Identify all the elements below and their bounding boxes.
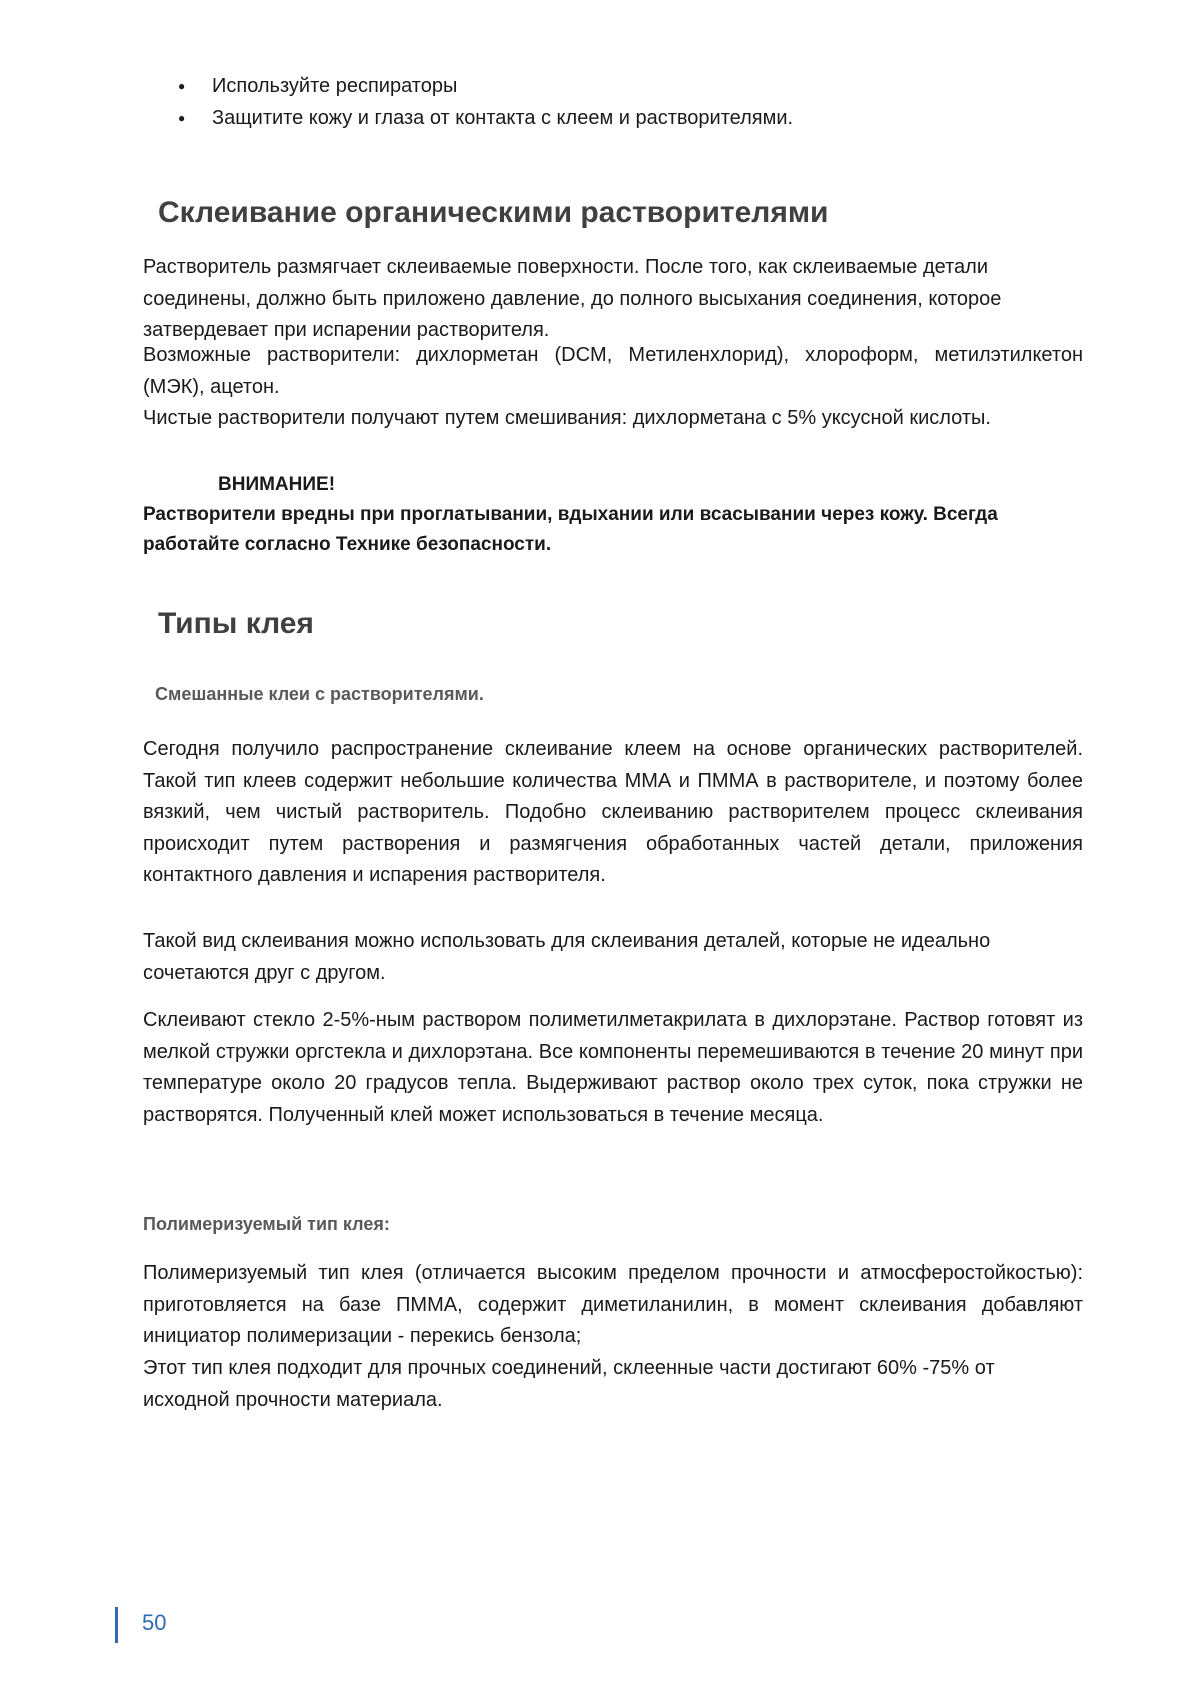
section-heading-solvent-bonding: Склеивание органическими растворителями [158,196,829,229]
bullet-list [178,70,1078,134]
page-number: 50 [142,1610,167,1635]
section-heading-adhesive-types: Типы клея [158,607,314,640]
paragraph: Сегодня получило распространение склеивание клеем на основе органических растворителей. Такой тип клеев содержит небольшие количества ММА и ПММА в растворителе, и поэтому более вязкий, чем чистый растворитель. Подобно склеиванию растворителем процесс склеивания происходит путем растворения и размягчения обработанных частей детали, приложения контактного давления и испарения растворителя. [143,738,1083,886]
warning-text: Растворители вредны при проглатывании, вдыхании или всасывании через кожу. Всегда работайте согласно Технике безопасности. [143,504,998,555]
warning-title: ВНИМАНИЕ! [218,474,336,495]
paragraph: Этот тип клея подходит для прочных соединений, склеенные части достигают 60% -75% от исходной прочности материала. [143,1357,995,1411]
paragraph: Чистые растворители получают путем смешивания: дихлорметана с 5% уксусной кислоты. [143,407,991,429]
subheading-mixed-adhesives: Смешанные клеи с растворителями. [155,684,484,704]
list-item: ● Используйте респираторы [178,70,1078,102]
paragraph: Полимеризуемый тип клея (отличается высоким пределом прочности и атмосферостойкостью): приготовляется на базе ПММА, содержит диметиланилин, в момент склеивания добавляют инициатор полимеризации - перекись бензола; [143,1262,1083,1347]
list-item: ● Защитите кожу и глаза от контакта с клеем и растворителями. [178,102,1078,134]
paragraph: Возможные растворители: дихлорметан (DCM, Метиленхлорид), хлороформ, метилэтилкетон (МЭК), ацетон. [143,344,1083,398]
paragraph: Такой вид склеивания можно использовать для склеивания деталей, которые не идеально сочетаются друг с другом. [143,930,991,984]
paragraph: Растворитель размягчает склеиваемые поверхности. После того, как склеиваемые детали соединены, должно быть приложено давление, до полного высыхания соединения, которое затвердевает при испарении растворителя. [143,256,1002,341]
subheading-polymerizable-adhesive: Полимеризуемый тип клея: [143,1214,390,1234]
paragraph: Склеивают стекло 2-5%-ным раствором полиметилметакрилата в дихлорэтане. Раствор готовят из мелкой стружки оргстекла и дихлорэтана. Все компоненты перемешиваются в течение 20 минут при температуре около 20 градусов тепла. Выдерживают раствор около трех суток, пока стружки не растворятся. Полученный клей может использоваться в течение месяца. [143,1009,1083,1126]
footer-accent-bar [115,1607,118,1643]
